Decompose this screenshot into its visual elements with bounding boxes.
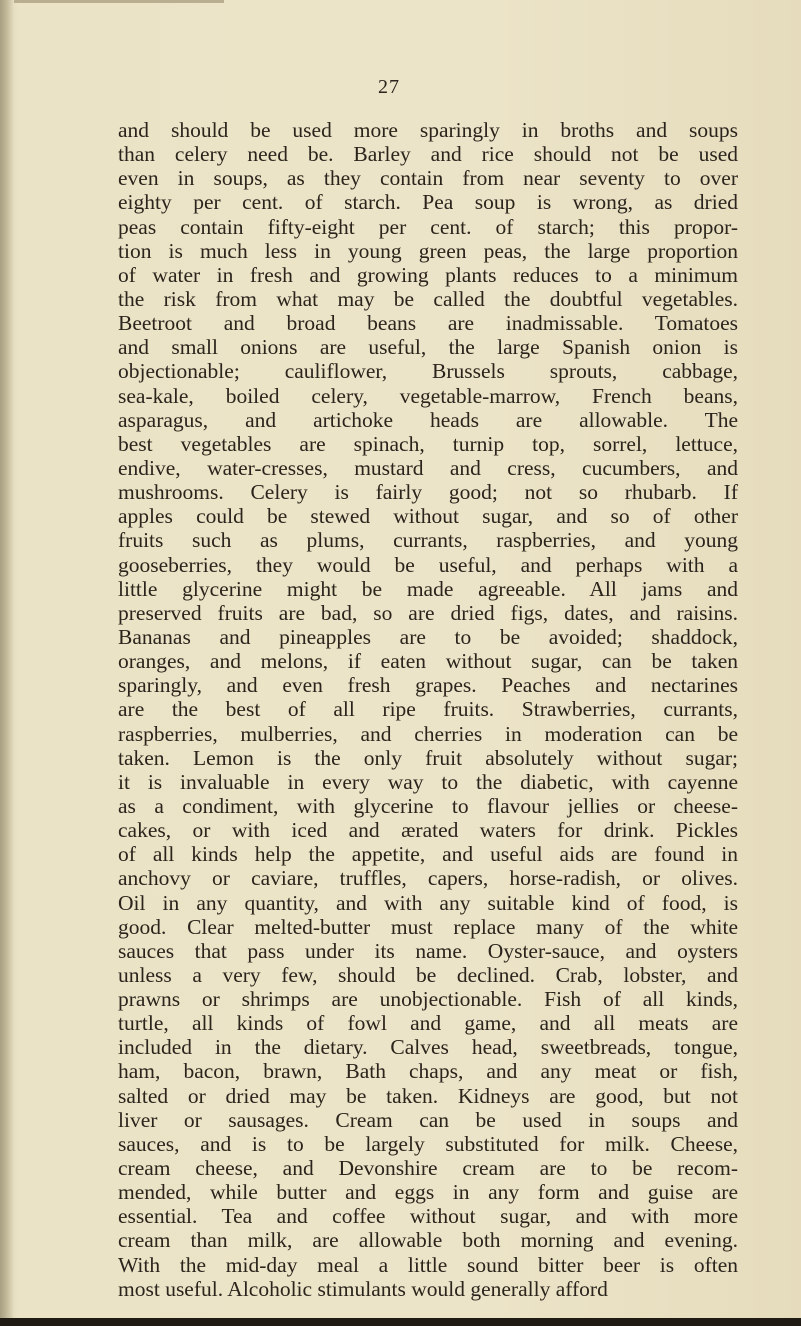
text-line: even in soups, as they contain from near seventy to over — [118, 166, 738, 191]
text-line: raspberries, mulberries, and cherries in moderation can be — [118, 721, 738, 746]
text-line: preserved fruits are bad, so are dried figs, dates, and raisins. — [118, 600, 738, 625]
text-line: cakes, or with iced and ærated waters for drink. Pickles — [118, 818, 738, 843]
text-line: are the best of all ripe fruits. Strawberries, currants, — [118, 697, 738, 722]
text-line: and small onions are useful, the large Spanish onion is — [118, 335, 738, 360]
text-line: apples could be stewed without sugar, and so of other — [118, 504, 738, 529]
text-line: salted or dried may be taken. Kidneys are good, but not — [118, 1083, 738, 1108]
text-line: good. Clear melted-butter must replace many of the white — [118, 914, 738, 939]
text-line: turtle, all kinds of fowl and game, and all meats are — [118, 1011, 738, 1036]
text-line: cream than milk, are allowable both morning and evening. — [118, 1228, 738, 1253]
text-line: sauces, and is to be largely substituted for milk. Cheese, — [118, 1131, 738, 1156]
text-line: Oil in any quantity, and with any suitable kind of food, is — [118, 890, 738, 915]
text-line: endive, water-cresses, mustard and cress, cucumbers, and — [118, 455, 738, 480]
text-line: gooseberries, they would be useful, and perhaps with a — [118, 552, 738, 577]
text-line: most useful. Alcoholic stimulants would generally afford — [118, 1276, 608, 1301]
text-line: objectionable; cauliflower, Brussels sprouts, cabbage, — [118, 359, 738, 384]
page-top-edge — [14, 0, 224, 3]
text-line: With the mid-day meal a little sound bitter beer is often — [118, 1252, 738, 1277]
text-line: sauces that pass under its name. Oyster-sauce, and oysters — [118, 938, 738, 963]
text-line: prawns or shrimps are unobjectionable. Fish of all kinds, — [118, 987, 738, 1012]
text-line: the risk from what may be called the doubtful vegetables. — [118, 286, 738, 311]
text-line: peas contain fifty-eight per cent. of starch; this propor- — [118, 214, 738, 239]
text-line: sea-kale, boiled celery, vegetable-marrow, French beans, — [118, 383, 738, 408]
text-line: mended, while butter and eggs in any form and guise are — [118, 1180, 738, 1205]
bottom-edge-bar — [0, 1318, 801, 1326]
text-line: of all kinds help the appetite, and useful aids are found in — [118, 842, 738, 867]
text-line: essential. Tea and coffee without sugar, and with more — [118, 1204, 738, 1229]
page-number: 27 — [378, 76, 400, 98]
text-line: than celery need be. Barley and rice should not be used — [118, 142, 738, 167]
text-line: asparagus, and artichoke heads are allowable. The — [118, 407, 738, 432]
body-text — [118, 118, 738, 1301]
text-line: cream cheese, and Devonshire cream are to be recom- — [118, 1156, 738, 1181]
text-line: of water in fresh and growing plants reduces to a minimum — [118, 262, 738, 287]
text-line: oranges, and melons, if eaten without sugar, can be taken — [118, 649, 738, 674]
text-line: Beetroot and broad beans are inadmissable. Tomatoes — [118, 311, 738, 336]
text-line: unless a very few, should be declined. Crab, lobster, and — [118, 962, 738, 987]
text-line: best vegetables are spinach, turnip top, sorrel, lettuce, — [118, 431, 738, 456]
text-line: it is invaluable in every way to the diabetic, with cayenne — [118, 769, 738, 794]
text-line: included in the dietary. Calves head, sweetbreads, tongue, — [118, 1035, 738, 1060]
text-line: as a condiment, with glycerine to flavour jellies or cheese- — [118, 793, 738, 818]
text-line: anchovy or caviare, truffles, capers, horse-radish, or olives. — [118, 866, 738, 891]
text-line: Bananas and pineapples are to be avoided; shaddock, — [118, 624, 738, 649]
text-line: taken. Lemon is the only fruit absolutely without sugar; — [118, 745, 738, 770]
text-line: sparingly, and even fresh grapes. Peaches and nectarines — [118, 673, 738, 698]
text-line: and should be used more sparingly in broths and soups — [118, 118, 738, 142]
text-line: ham, bacon, brawn, Bath chaps, and any meat or fish, — [118, 1059, 738, 1084]
spine-shadow — [0, 0, 14, 1326]
text-line: mushrooms. Celery is fairly good; not so rhubarb. If — [118, 480, 738, 505]
text-line: fruits such as plums, currants, raspberries, and young — [118, 528, 738, 553]
text-line: tion is much less in young green peas, the large proportion — [118, 238, 738, 263]
text-line: liver or sausages. Cream can be used in soups and — [118, 1107, 738, 1132]
text-line: little glycerine might be made agreeable. All jams and — [118, 576, 738, 601]
text-line: eighty per cent. of starch. Pea soup is wrong, as dried — [118, 190, 738, 215]
